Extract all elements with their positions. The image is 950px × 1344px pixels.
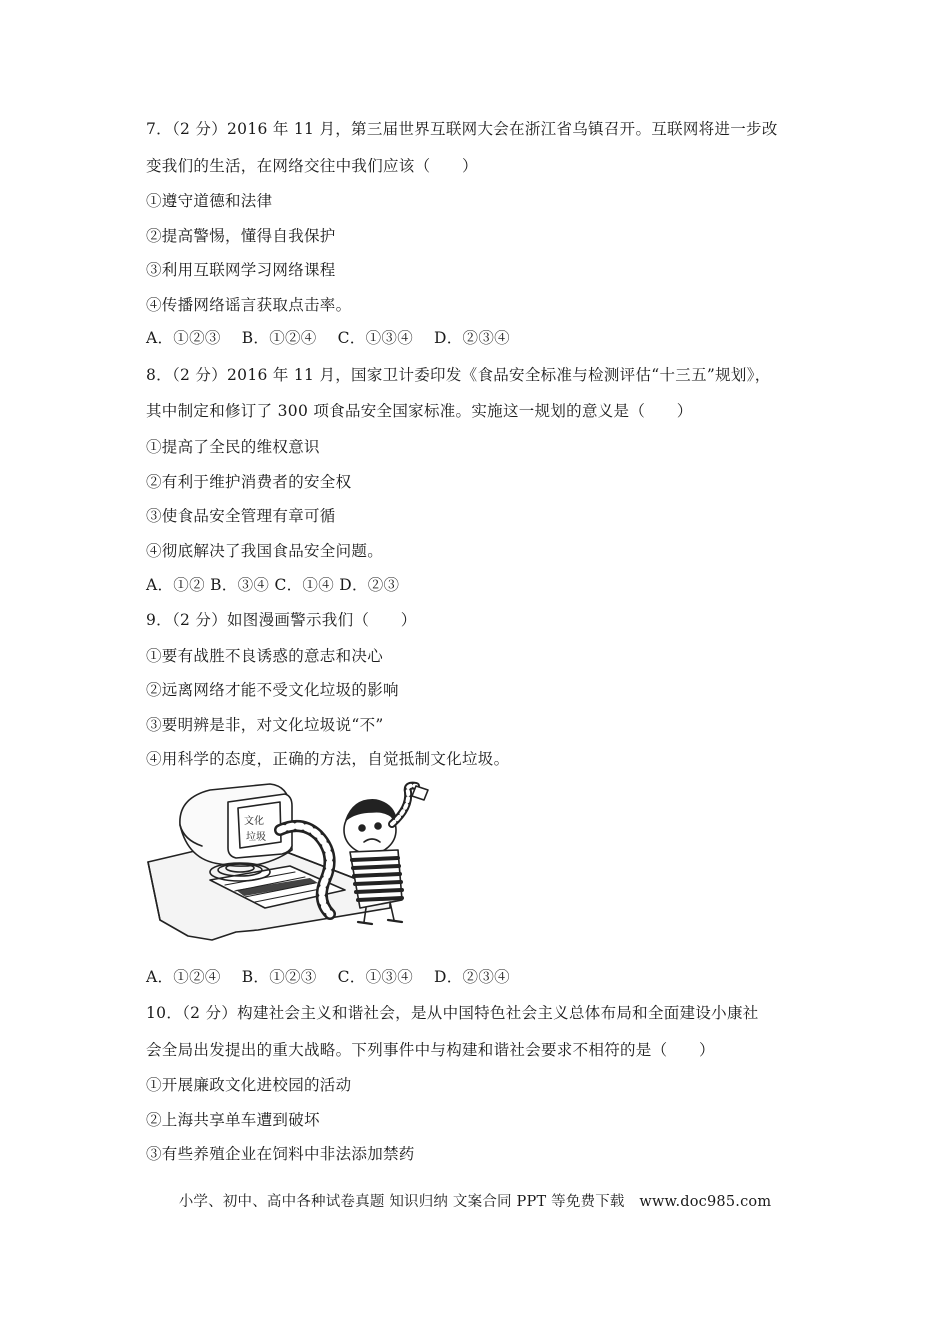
page-footer: 小学、初中、高中各种试卷真题 知识归纳 文案合同 PPT 等免费下载 www.doc985.com <box>178 1194 772 1210</box>
q8-option-2: ②有利于维护消费者的安全权 <box>146 473 352 491</box>
q9-option-4: ④用科学的态度，正确的方法，自觉抵制文化垃圾。 <box>146 750 510 768</box>
q8-option-3: ③使食品安全管理有章可循 <box>146 507 336 525</box>
q7-stem-line-1: 7．（2 分）2016 年 11 月，第三届世界互联网大会在浙江省乌镇召开。互联网将进一步改 <box>146 120 778 138</box>
q7-option-2: ②提高警惕，懂得自我保护 <box>146 227 336 245</box>
q10-option-2: ②上海共享单车遭到破坏 <box>146 1111 320 1129</box>
q10-option-3: ③有些养殖企业在饲料中非法添加禁药 <box>146 1145 415 1163</box>
q8-option-4: ④彻底解决了我国食品安全问题。 <box>146 542 384 560</box>
q8-choices: A．①② B．③④ C．①④ D．②③ <box>146 576 400 594</box>
q9-stem: 9．（2 分）如图漫画警示我们（ ） <box>146 611 417 629</box>
q9-option-3: ③要明辨是非，对文化垃圾说“不” <box>146 716 384 734</box>
q10-option-1: ①开展廉政文化进校园的活动 <box>146 1076 352 1094</box>
q9-option-1: ①要有战胜不良诱惑的意志和决心 <box>146 647 384 665</box>
comic-illustration <box>140 780 440 950</box>
q7-option-1: ①遵守道德和法律 <box>146 192 273 210</box>
q10-stem-line-1: 10．（2 分）构建社会主义和谐社会，是从中国特色社会主义总体布局和全面建设小康社 <box>146 1004 759 1022</box>
q9-choices: A．①②④ B．①②③ C．①③④ D．②③④ <box>146 968 510 986</box>
q7-choices: A．①②③ B．①②④ C．①③④ D．②③④ <box>146 329 510 347</box>
q7-option-3: ③利用互联网学习网络课程 <box>146 261 336 279</box>
q8-option-1: ①提高了全民的维权意识 <box>146 438 320 456</box>
q7-option-4: ④传播网络谣言获取点击率。 <box>146 296 352 314</box>
q8-stem-line-2: 其中制定和修订了 300 项食品安全国家标准。实施这一规划的意义是（ ） <box>146 402 693 420</box>
comic-screen-text-2: 垃圾 <box>246 832 266 843</box>
q7-stem-line-2: 变我们的生活，在网络交往中我们应该（ ） <box>146 157 478 175</box>
q9-option-2: ②远离网络才能不受文化垃圾的影响 <box>146 681 399 699</box>
q10-stem-line-2: 会全局出发提出的重大战略。下列事件中与构建和谐社会要求不相符的是（ ） <box>146 1041 715 1059</box>
q8-stem-line-1: 8．（2 分）2016 年 11 月，国家卫计委印发《食品安全标准与检测评估“十三五”规划》， <box>146 366 771 384</box>
comic-screen-text-1: 文化 <box>244 816 264 827</box>
